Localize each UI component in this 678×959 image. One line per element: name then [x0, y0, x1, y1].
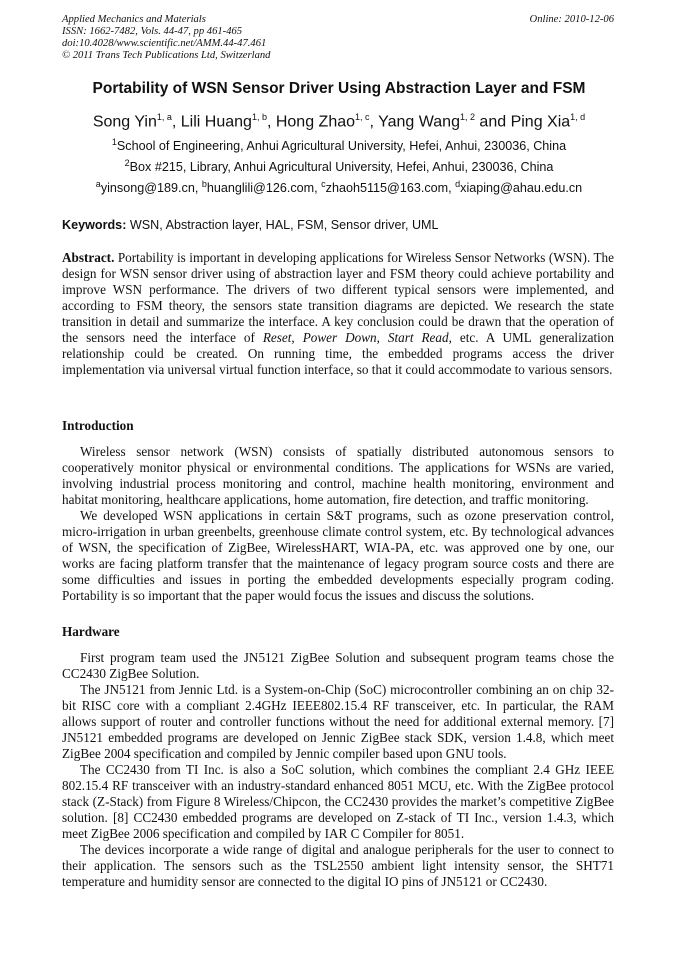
aff-text: School of Engineering, Anhui Agricultural University, Hefei, Anhui, 230036, China: [116, 139, 567, 154]
copyright: © 2011 Trans Tech Publications Ltd, Switzerland: [62, 50, 271, 61]
aff-text: Box #215, Library, Anhui Agricultural University, Hefei, Anhui, 230036, China: [129, 160, 554, 175]
author-sup: 1, d: [570, 112, 586, 122]
paragraph: The JN5121 from Jennic Ltd. is a System-on-Chip (SoC) microcontroller combining an on chip 32-bit RISC core with a compliant 2.4GHz IEEE802.15.4 RF transceiver, etc. In particular, the RAM allows support of router and controller functions without the need for additional external memory. [7] JN5121 embedded programs are developed on Jennic ZigBee stack SDK, version 1.4.8, which meet ZigBee 2004 specification and compiled by Jennic compiler based upon GNU tools.: [62, 682, 614, 761]
email-sup: b: [201, 179, 207, 189]
sep: ,: [369, 113, 379, 131]
emails: [0, 179, 678, 195]
abstract: [62, 250, 614, 378]
abstract-italic: Power Down: [302, 330, 377, 345]
author-sup: 1, 2: [459, 112, 475, 122]
section-heading: Introduction: [62, 418, 134, 433]
author: Song Yin: [92, 113, 157, 131]
email-sup: c: [321, 179, 326, 189]
author-sup: 1, a: [156, 112, 172, 122]
author-sup: 1, c: [355, 112, 370, 122]
paragraph: We developed WSN applications in certain S&T programs, such as ozone preservation control, micro-irrigation in urban greenbelts, greenhouse climate control system, etc. By technological advances of WSN, the specification of ZigBee, WirelessHART, WIA-PA, etc. was approved one by one, our works are facing platform transfer that the maintenance of legacy program source costs and there are some difficulties and issues in porting the embedded developments especially program coding. Portability is so important that the paper would focus the issues and discuss the solutions.: [62, 508, 614, 603]
introduction-section: [62, 418, 614, 604]
abstract-text: , etc. A UML generalization relationship could be created. On running time, the embedded programs access the driver implementation via universal virtual function interface, so that it could accommodate to various sensors.: [62, 330, 614, 377]
email: yinsong@189.cn,: [100, 181, 202, 196]
doi: doi:10.4028/www.scientific.net/AMM.44-47.461: [62, 38, 267, 49]
abstract-text: Portability is important in developing applications for Wireless Sensor Networks (WSN). The design for WSN sensor driver using of abstraction layer and FSM theory could achieve portability and improve WSN performance. The drivers of two different typical sensors were implemented, and according to FSM theory, the sensors state transition diagrams are depicted. We research the state transition in detail and summarize the interface. A key conclusion could be drawn that the operation of the sensors need the interface of: [62, 250, 614, 345]
author: Yang Wang: [378, 113, 460, 131]
abstract-text: ,: [291, 330, 303, 345]
paragraph: The devices incorporate a wide range of digital and analogue peripherals for the user to connect to their application. The sensors such as the TSL2550 ambient light intensity sensor, the SHT71 temperature and humidity sensor are connected to the digital IO pins of JN5121 or CC2430.: [62, 842, 614, 889]
email: xiaping@ahau.edu.cn: [460, 181, 583, 196]
email: huanglili@126.com,: [206, 181, 322, 196]
authors: [0, 112, 678, 131]
paragraph: Wireless sensor network (WSN) consists of spatially distributed autonomous sensors to cooperatively monitor physical or environmental conditions. The applications for WSNs are varied, involving industrial process monitoring and control, machine health monitoring, environment and habitat monitoring, healthcare applications, home automation, fire detection, and traffic monitoring.: [62, 444, 614, 507]
author: Hong Zhao: [275, 113, 356, 131]
keywords-label: Keywords:: [62, 218, 127, 232]
keywords: [62, 218, 439, 232]
sep: and: [474, 113, 511, 131]
affiliation-1: [0, 137, 678, 153]
email-sup: a: [95, 179, 101, 189]
aff-sup: 2: [124, 158, 130, 168]
paragraph: First program team used the JN5121 ZigBee Solution and subsequent program teams chose the CC2430 ZigBee Solution.: [62, 650, 614, 681]
sep: ,: [171, 113, 181, 131]
email-sup: d: [455, 179, 461, 189]
keywords-text: WSN, Abstraction layer, HAL, FSM, Sensor driver, UML: [126, 218, 439, 232]
email: zhaoh5115@163.com,: [325, 181, 456, 196]
paper-title: Portability of WSN Sensor Driver Using Abstraction Layer and FSM: [92, 80, 586, 97]
online-date: Online: 2010-12-06: [529, 14, 614, 25]
abstract-italic: Reset: [262, 330, 292, 345]
author: Lili Huang: [180, 113, 252, 131]
issn: ISSN: 1662-7482, Vols. 44-47, pp 461-465: [62, 26, 243, 37]
author: Ping Xia: [510, 113, 571, 131]
section-heading: Hardware: [62, 624, 120, 639]
paragraph: The CC2430 from TI Inc. is also a SoC solution, which combines the compliant 2.4 GHz IEEE 802.15.4 RF transceiver with an industry-standard enhanced 8051 MCU, etc. With the ZigBee protocol stack (Z-Stack) from Figure 8 Wireless/Chipcon, the CC2430 provides the market’s competitive ZigBee solution. [8] CC2430 embedded programs are developed on Z-stack of TI Inc., version 1.4.3, which meet ZigBee 2006 specification and compiled by IAR C Compiler for 8051.: [62, 762, 614, 841]
journal-header: [62, 14, 270, 62]
author-sup: 1, b: [251, 112, 267, 122]
abstract-label: Abstract.: [62, 250, 115, 265]
journal-name: Applied Mechanics and Materials: [62, 14, 206, 25]
aff-sup: 1: [111, 137, 117, 147]
sep: ,: [266, 113, 276, 131]
abstract-italic: Start Read: [387, 330, 449, 345]
affiliation-2: [0, 158, 678, 174]
abstract-text: ,: [376, 330, 388, 345]
hardware-section: [62, 624, 614, 890]
